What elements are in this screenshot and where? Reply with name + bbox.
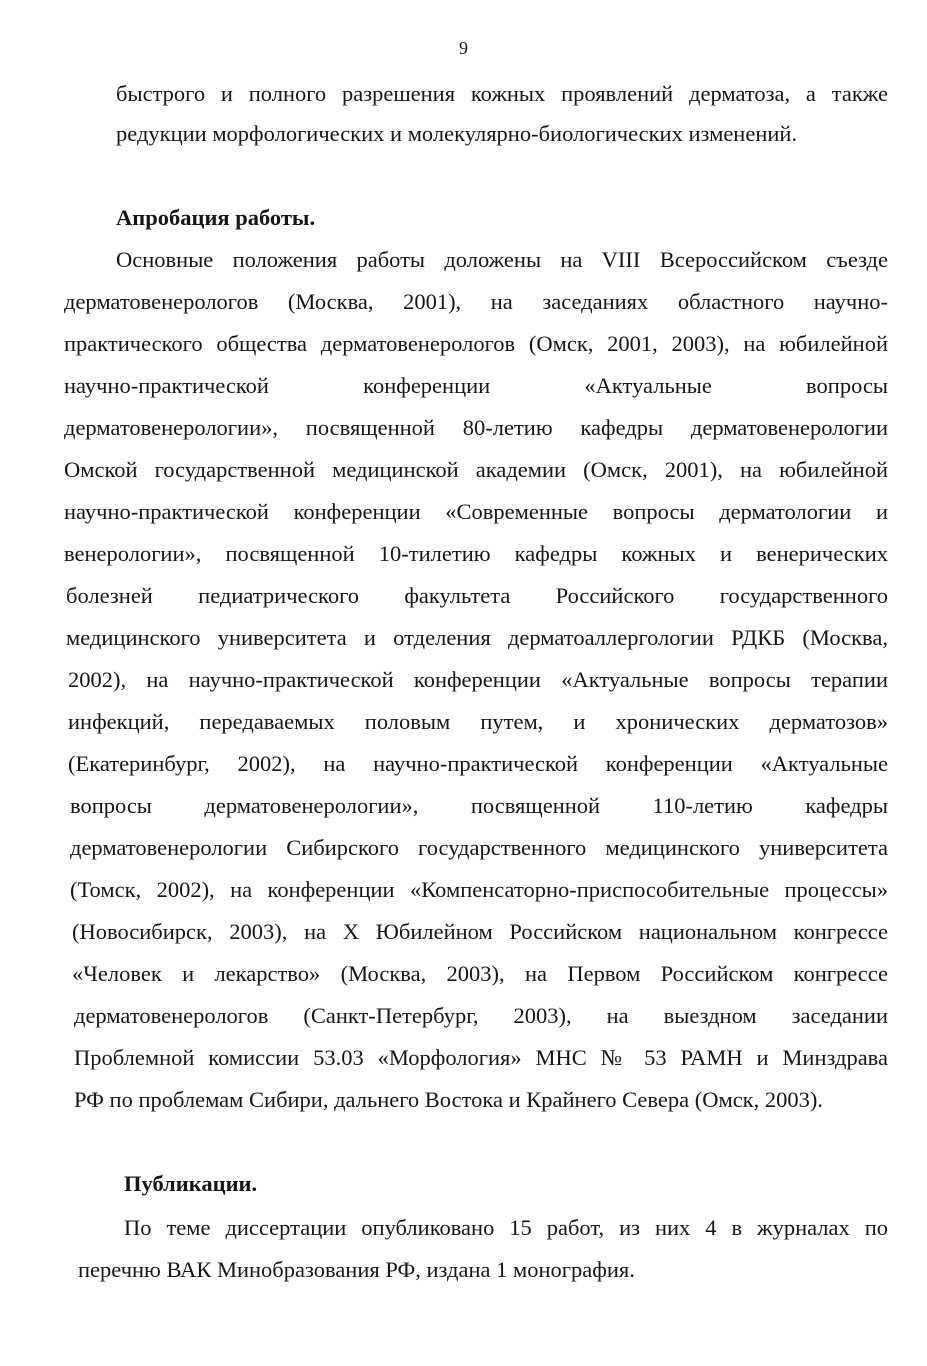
approbation-heading: Апробация работы. (116, 205, 316, 230)
approbation-line: дерматовенерологии», посвященной 80-летию кафедры дерматовенерологии (64, 415, 888, 440)
publications-line: перечню ВАК Минобразования РФ, издана 1 монография. (78, 1257, 635, 1282)
approbation-line: Омской государственной медицинской академии (Омск, 2001), на юбилейной (64, 457, 888, 482)
approbation-line: дерматовенерологов (Санкт-Петербург, 2003), на выездном заседании (74, 1003, 888, 1028)
page-number: 9 (459, 38, 468, 58)
approbation-line: инфекций, передаваемых половым путем, и хронических дерматозов» (68, 709, 888, 734)
approbation-line: 2002), на научно-практической конференции «Актуальные вопросы терапии (68, 667, 888, 692)
publications-line: По теме диссертации опубликовано 15 работ, из них 4 в журналах по (124, 1215, 888, 1240)
approbation-line: Основные положения работы доложены на VIII Всероссийском съезде (116, 247, 888, 272)
approbation-line: (Новосибирск, 2003), на X Юбилейном Российском национальном конгрессе (72, 919, 888, 944)
approbation-line: (Томск, 2002), на конференции «Компенсаторно-приспособительные процессы» (70, 877, 888, 902)
publications-heading: Публикации. (124, 1171, 258, 1196)
approbation-line: дерматовенерологов (Москва, 2001), на заседаниях областного научно- (64, 289, 888, 314)
approbation-line: «Человек и лекарство» (Москва, 2003), на Первом Российском конгрессе (72, 961, 888, 986)
approbation-line: болезней педиатрического факультета Российского государственного (66, 583, 888, 608)
approbation-line: практического общества дерматовенерологов (Омск, 2001, 2003), на юбилейной (64, 331, 888, 356)
approbation-line: дерматовенерологии Сибирского государственного медицинского университета (70, 835, 888, 860)
approbation-line: вопросы дерматовенерологии», посвященной 110-летию кафедры (70, 793, 888, 818)
approbation-line: медицинского университета и отделения дерматоаллергологии РДКБ (Москва, (66, 625, 888, 650)
approbation-line: (Екатеринбург, 2002), на научно-практической конференции «Актуальные (68, 751, 888, 776)
intro-line: редукции морфологических и молекулярно-биологических изменений. (116, 121, 798, 146)
approbation-line: РФ по проблемам Сибири, дальнего Востока и Крайнего Севера (Омск, 2003). (74, 1087, 823, 1112)
approbation-line: научно-практической конференции «Актуальные вопросы (64, 373, 888, 398)
approbation-line: венерологии», посвященной 10-тилетию кафедры кожных и венерических (64, 541, 888, 566)
approbation-line: Проблемной комиссии 53.03 «Морфология» МНС № 53 РАМН и Минздрава (74, 1045, 888, 1070)
approbation-line: научно-практической конференции «Современные вопросы дерматологии и (64, 499, 888, 524)
intro-line: быстрого и полного разрешения кожных проявлений дерматоза, а также (116, 81, 888, 106)
